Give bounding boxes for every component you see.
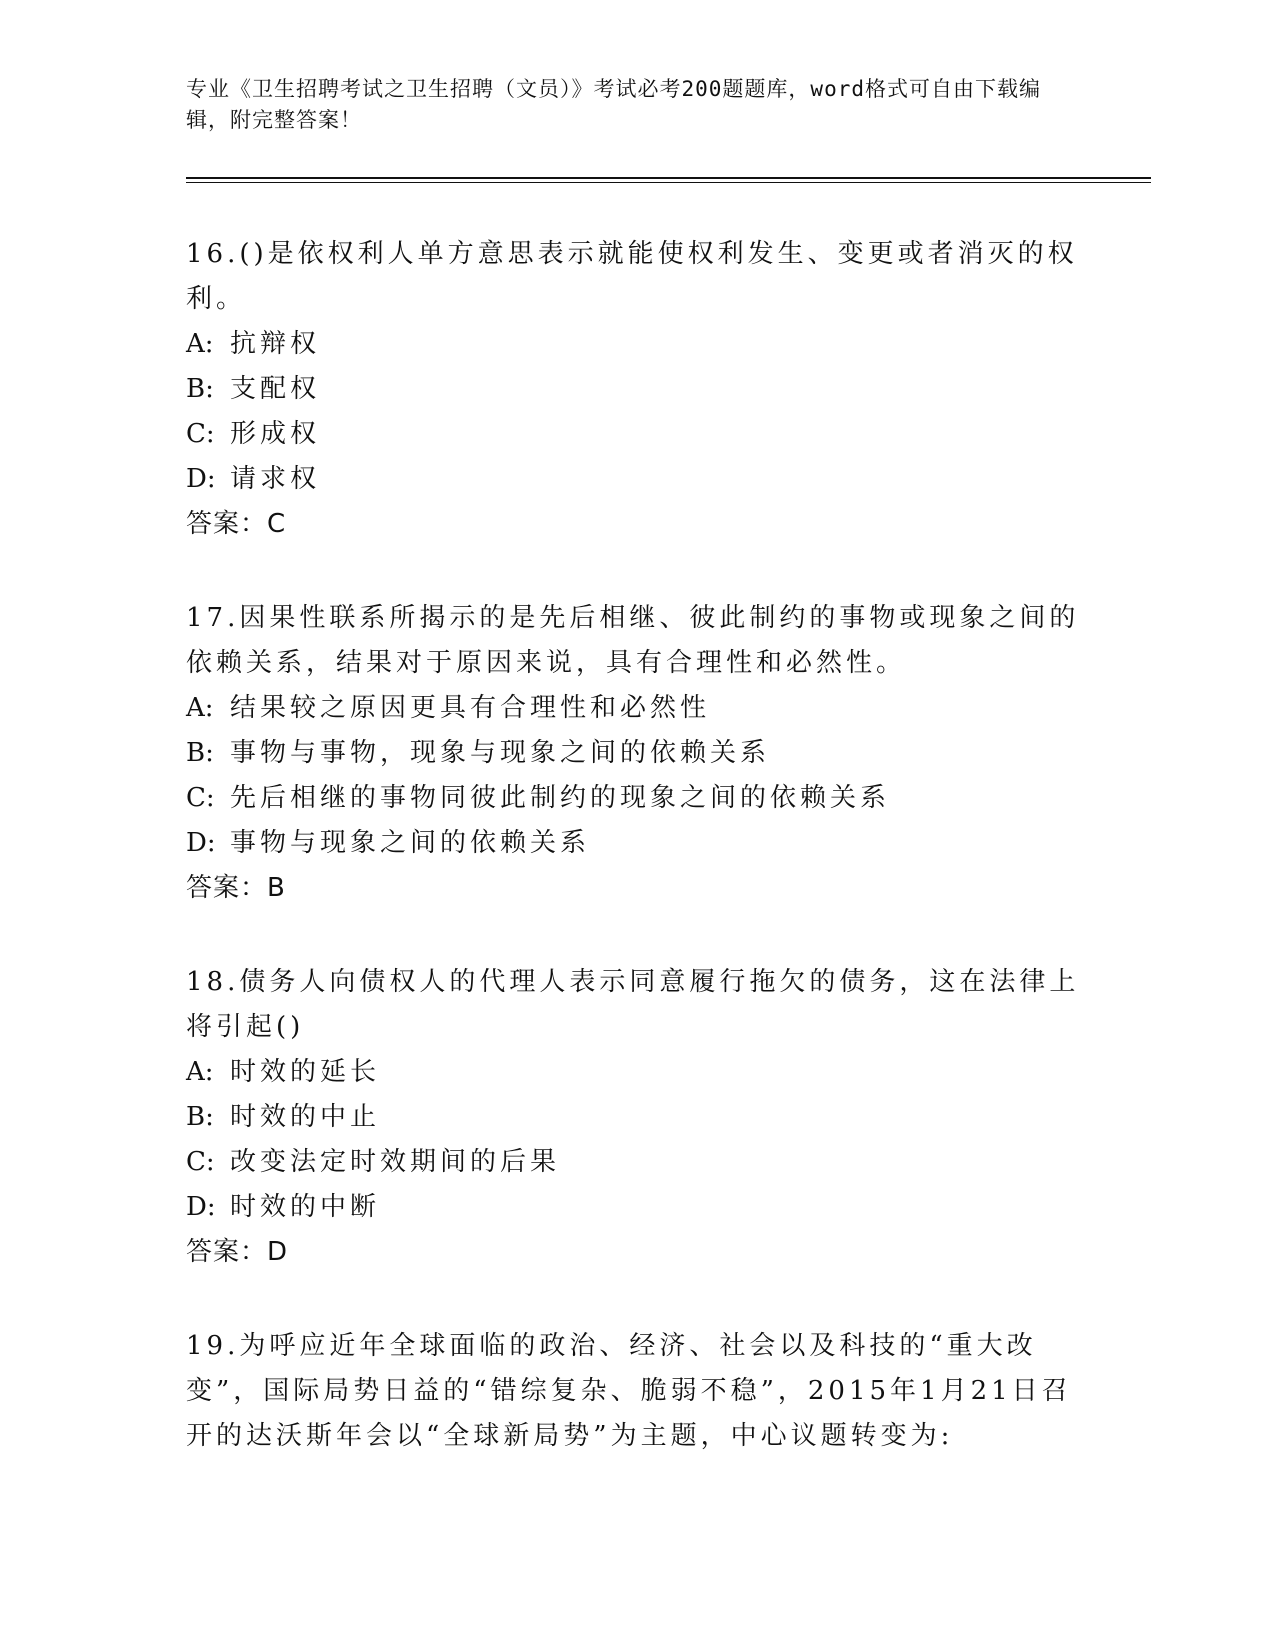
header-rule-thin — [186, 182, 1151, 183]
option-letter: D: — [186, 828, 216, 858]
option-text: 事物与现象之间的依赖关系 — [230, 828, 591, 858]
option-d — [186, 457, 1086, 502]
option-a — [186, 322, 1086, 367]
option-letter: B: — [186, 374, 214, 404]
option-letter: C: — [186, 419, 215, 449]
answer-line: 答案：D — [186, 1237, 289, 1267]
option-letter: B: — [186, 738, 214, 768]
question-stem: 17.因果性联系所揭示的是先后相继、彼此制约的事物或现象之间的依赖关系，结果对于原因来说，具有合理性和必然性。 — [186, 603, 1080, 678]
option-text: 改变法定时效期间的后果 — [230, 1147, 561, 1177]
question-stem: 16.()是依权利人单方意思表示就能使权利发生、变更或者消灭的权利。 — [186, 239, 1078, 314]
option-letter: D: — [186, 1192, 216, 1222]
option-text: 时效的中断 — [230, 1192, 381, 1222]
option-text: 时效的中止 — [230, 1102, 381, 1132]
option-text: 形成权 — [230, 419, 321, 449]
option-a — [186, 1050, 1086, 1095]
question-18 — [186, 960, 1086, 1275]
option-letter: B: — [186, 1102, 214, 1132]
option-c — [186, 412, 1086, 457]
option-text: 先后相继的事物同彼此制约的现象之间的依赖关系 — [230, 783, 891, 813]
option-letter: C: — [186, 783, 215, 813]
option-d — [186, 821, 1086, 866]
option-letter: A: — [186, 329, 214, 359]
question-19 — [186, 1324, 1086, 1459]
option-letter: D: — [186, 464, 216, 494]
option-text: 支配权 — [230, 374, 321, 404]
document-header: 专业《卫生招聘考试之卫生招聘（文员）》考试必考200题题库，word格式可自由下载编辑，附完整答案！ — [186, 77, 1041, 132]
question-16 — [186, 232, 1086, 547]
option-a — [186, 686, 1086, 731]
option-text: 事物与事物，现象与现象之间的依赖关系 — [230, 738, 771, 768]
question-stem: 19.为呼应近年全球面临的政治、经济、社会以及科技的“重大改变”，国际局势日益的“错综复杂、脆弱不稳”，2015年1月21日召开的达沃斯年会以“全球新局势”为主题，中心议题转变为: — [186, 1331, 1072, 1451]
option-letter: A: — [186, 693, 214, 723]
answer-line: 答案：B — [186, 873, 286, 903]
option-text: 时效的延长 — [230, 1057, 381, 1087]
option-text: 结果较之原因更具有合理性和必然性 — [230, 693, 711, 723]
question-list — [186, 232, 1086, 1459]
option-c — [186, 1140, 1086, 1185]
option-text: 请求权 — [230, 464, 321, 494]
option-letter: A: — [186, 1057, 214, 1087]
option-b — [186, 1095, 1086, 1140]
option-c — [186, 776, 1086, 821]
option-b — [186, 731, 1086, 776]
option-d — [186, 1185, 1086, 1230]
header-rule-thick — [186, 177, 1151, 179]
question-17 — [186, 596, 1086, 911]
option-b — [186, 367, 1086, 412]
question-stem: 18.债务人向债权人的代理人表示同意履行拖欠的债务，这在法律上将引起() — [186, 967, 1080, 1042]
option-text: 抗辩权 — [230, 329, 321, 359]
option-letter: C: — [186, 1147, 215, 1177]
answer-line: 答案：C — [186, 509, 287, 539]
